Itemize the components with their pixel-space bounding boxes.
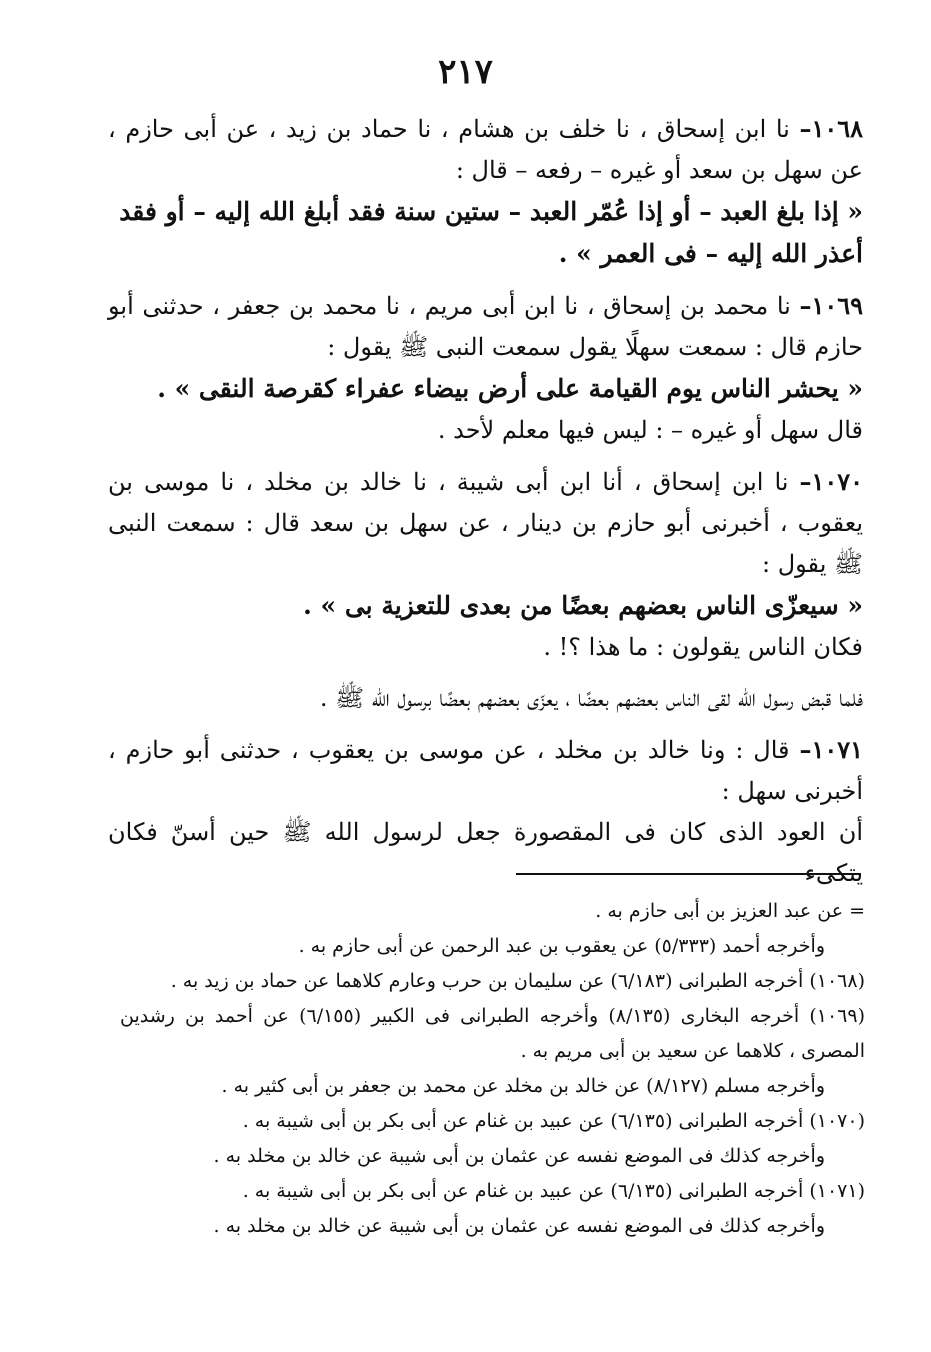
hadith-number: ١٠٦٨– (799, 114, 863, 143)
page-number: ٢١٧ (438, 52, 493, 92)
isnad-text: نا ابن إسحاق ، نا خلف بن هشام ، نا حماد بن زيد ، عن أبى حازم ، عن سهل بن سعد أو غيره – رفعه – قال : (108, 115, 863, 184)
hadith-1068-matn: « إذا بلغ العبد – أو إذا عُمّر العبد – ستين سنة فقد أبلغ الله إليه – أو فقد أعذر الله إليه – فى العمر » . (119, 197, 863, 268)
footnote-line: (١٠٦٩) أخرجه البخارى (٨/١٣٥) وأخرجه الطبرانى فى الكبير (٦/١٥٥) عن أحمد بن رشدين المصرى ، كلاهما عن سعيد بن أبى مريم به . (120, 1005, 865, 1062)
isnad-text: قال : ونا خالد بن مخلد ، عن موسى بن يعقوب ، حدثنى أبو حازم ، أخبرنى سهل : (108, 736, 863, 805)
footnote-line: = عن عبد العزيز بن أبى حازم به . (595, 900, 865, 922)
hadith-1071-text: أن العود الذى كان فى المقصورة جعل لرسول الله ﷺ حين أسنّ فكان يتكىء (108, 818, 863, 887)
footnote-line: (١٠٧١) أخرجه الطبرانى (٦/١٣٥) عن عبيد بن غنام عن أبى بكر بن أبى شيبة به . (242, 1180, 865, 1202)
hadith-1069-note: قال سهل أو غيره – : ليس فيها معلم لأحد . (437, 416, 863, 444)
main-text (108, 108, 863, 894)
footnote-line: وأخرجه كذلك فى الموضع نفسه عن عثمان بن أبى شيبة عن خالد بن مخلد به . (213, 1215, 825, 1237)
footnote-line: (١٠٦٨) أخرجه الطبرانى (٦/١٨٣) عن سليمان بن حرب وعارم كلاهما عن حماد بن زيد به . (170, 970, 865, 992)
hadith-1070-matn: « سيعزّى الناس بعضهم بعضًا من بعدى للتعزية بى » . (303, 591, 863, 620)
footnote-divider (516, 873, 861, 875)
footnote-line: وأخرجه مسلم (٨/١٢٧) عن خالد بن مخلد عن محمد بن جعفر بن أبى كثير به . (221, 1075, 825, 1097)
hadith-1070-isnad (108, 461, 863, 585)
isnad-text: نا محمد بن إسحاق ، نا ابن أبى مريم ، نا محمد بن جعفر ، حدثنى أبو حازم قال : سمعت سهلًا يقول سمعت النبى ﷺ يقول : (108, 292, 863, 361)
hadith-1069-matn: « يحشر الناس يوم القيامة على أرض بيضاء عفراء كقرصة النقى » . (157, 374, 863, 403)
hadith-number: ١٠٦٩– (799, 291, 863, 320)
isnad-text: نا ابن إسحاق ، أنا ابن أبى شيبة ، نا خالد بن مخلد ، نا موسى بن يعقوب ، أخبرنى أبو حازم بن دينار ، عن سهل بن سعد قال : سمعت النبى ﷺ يقول : (108, 468, 863, 578)
hadith-1070-note: فلما قبض رسول الله لقى الناس بعضهم بعضًا ، يعزّى بعضهم بعضًا برسول الله ﷺ . (319, 684, 863, 712)
hadith-number: ١٠٧٠– (799, 467, 863, 496)
hadith-1070-note: فكان الناس يقولون : ما هذا ؟! . (543, 633, 863, 661)
footnote-line: (١٠٧٠) أخرجه الطبرانى (٦/١٣٥) عن عبيد بن غنام عن أبى بكر بن أبى شيبة به . (242, 1110, 865, 1132)
footnote-line: وأخرجه كذلك فى الموضع نفسه عن عثمان بن أبى شيبة عن خالد بن مخلد به . (213, 1145, 825, 1167)
footnote-line: وأخرجه أحمد (٥/٣٣٣) عن يعقوب بن عبد الرحمن عن أبى حازم به . (298, 935, 825, 957)
footnotes (120, 894, 865, 1244)
hadith-1068-isnad (108, 108, 863, 191)
hadith-1069-isnad (108, 285, 863, 368)
hadith-number: ١٠٧١– (799, 735, 863, 764)
hadith-1071-isnad (108, 729, 863, 812)
